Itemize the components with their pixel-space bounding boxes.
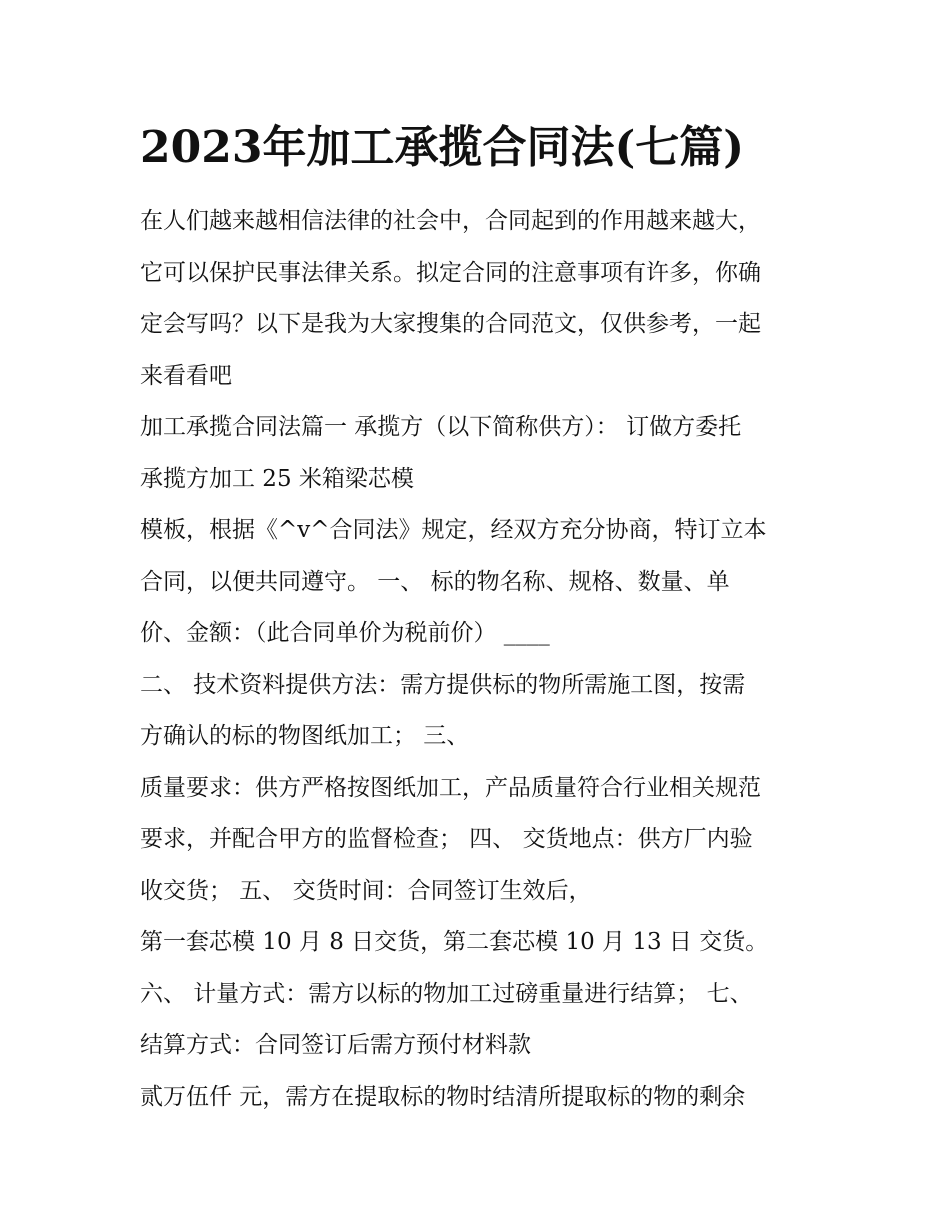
body-line: 贰万伍仟 元，需方在提取标的物时结清所提取标的物的剩余	[140, 1083, 746, 1110]
body-line: 加工承揽合同法篇一 承揽方（以下简称供方）： 订做方委托	[140, 414, 742, 440]
body-line: 价、金额：（此合同单价为税前价） ____	[140, 620, 550, 646]
body-line: 来看看吧	[140, 362, 232, 389]
body-line: 二、 技术资料提供方法：需方提供标的物所需施工图，按需	[140, 671, 746, 698]
document-body	[140, 196, 830, 1123]
body-line: 模板，根据《^v^合同法》规定，经双方充分协商，特订立本	[140, 517, 767, 543]
body-line: 要求，并配合甲方的监督检查； 四、 交货地点：供方厂内验	[140, 826, 753, 852]
body-line: 方确认的标的物图纸加工； 三、	[140, 723, 470, 749]
body-line: 收交货； 五、 交货时间：合同签订生效后，	[140, 877, 592, 904]
body-line: 在人们越来越相信法律的社会中，合同起到的作用越来越大，	[140, 208, 761, 234]
body-line: 定会写吗？以下是我为大家搜集的合同范文，仅供参考，一起	[140, 311, 761, 337]
body-line: 合同，以便共同遵守。 一、 标的物名称、规格、数量、单	[140, 568, 730, 595]
body-line: 第一套芯模 10 月 8 日交货，第二套芯模 10 月 13 日 交货。	[140, 929, 769, 955]
body-line: 结算方式：合同签订后需方预付材料款	[140, 1032, 531, 1058]
body-line: 质量要求：供方严格按图纸加工，产品质量符合行业相关规范	[140, 774, 761, 801]
document-title: 2023年加工承揽合同法(七篇)	[140, 122, 745, 173]
body-line: 六、 计量方式：需方以标的物加工过磅重量进行结算； 七、	[140, 980, 753, 1007]
body-line: 承揽方加工 25 米箱梁芯模	[140, 465, 414, 492]
body-line: 它可以保护民事法律关系。拟定合同的注意事项有许多，你确	[140, 259, 761, 286]
